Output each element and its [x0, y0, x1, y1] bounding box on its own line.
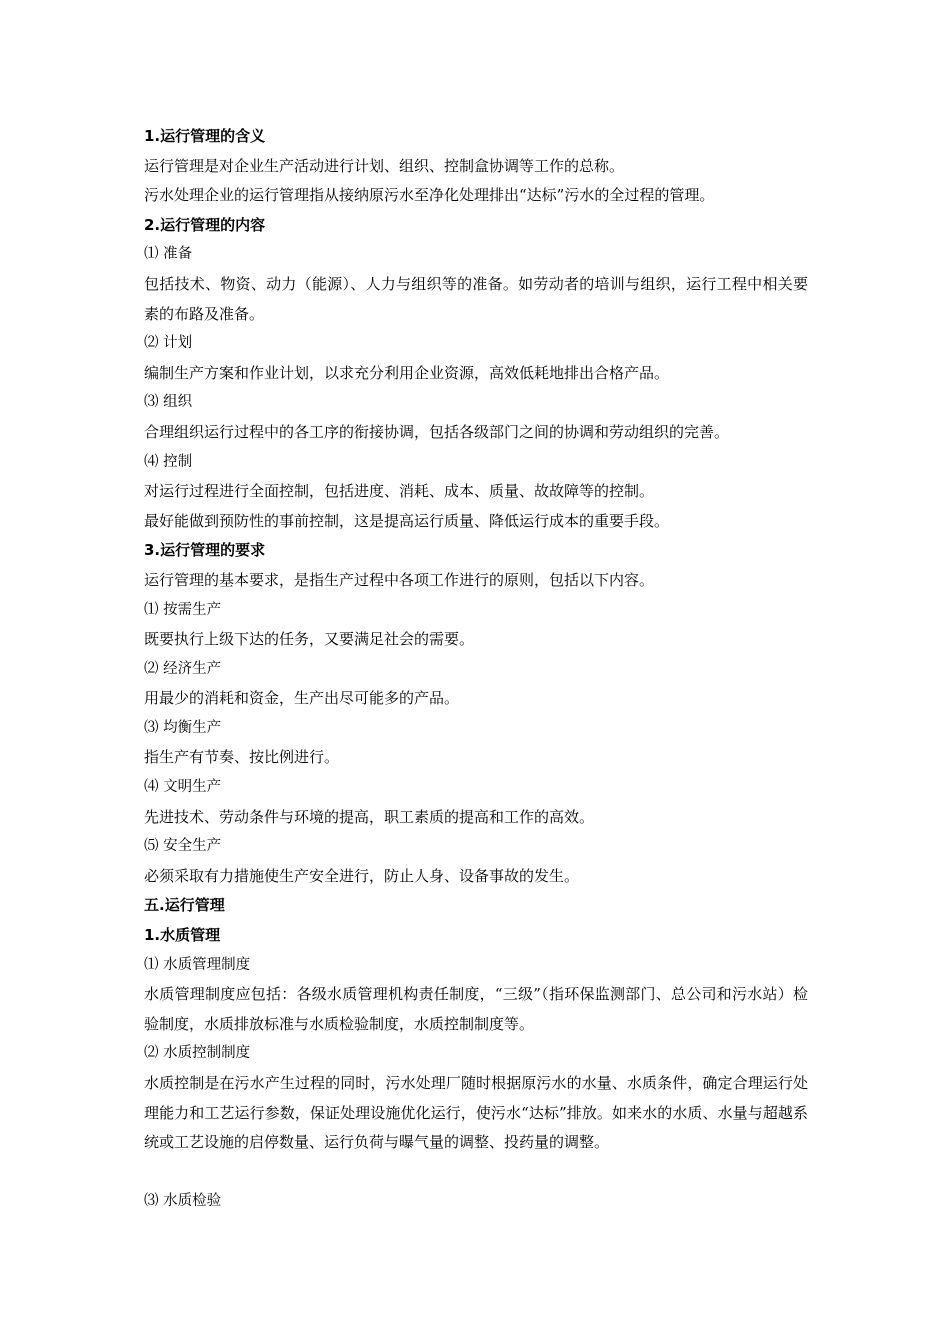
subheading-safety: ⑸ 安全生产	[144, 838, 222, 855]
paragraph: 既要执行上级下达的任务，又要满足社会的需要。	[144, 630, 475, 649]
paragraph: 运行管理是对企业生产活动进行计划、组织、控制盒协调等工作的总称。	[144, 156, 625, 175]
heading-requirements: 3.运行管理的要求	[144, 541, 266, 560]
paragraph: 最好能做到预防性的事前控制，这是提高运行质量、降低运行成本的重要手段。	[144, 511, 670, 530]
subheading-civilized: ⑷ 文明生产	[144, 779, 222, 796]
subheading-control: ⑷ 控制	[144, 453, 193, 470]
paragraph: 包括技术、物资、动力（能源）、人力与组织等的准备。如劳动者的培训与组织，运行工程中相关要素的布路及准备。	[144, 274, 808, 323]
subheading-prepare: ⑴ 准备	[144, 246, 193, 263]
heading-meaning: 1.运行管理的含义	[144, 127, 266, 145]
subheading-on-demand: ⑴ 按需生产	[144, 601, 222, 618]
paragraph: 水质控制是在污水产生过程的同时，污水处理厂随时根据原污水的水量、水质条件，确定合理运行处理能力和工艺运行参数，保证处理设施优化运行，使污水“达标”排放。如来水的水质、水量与超越系统或工艺设施的启停数量、运行负荷与曝气量的调整、投药量的调整。	[144, 1074, 808, 1152]
paragraph: 对运行过程进行全面控制，包括进度、消耗、成本、质量、故故障等的控制。	[144, 482, 655, 501]
paragraph: 合理组织运行过程中的各工序的衔接协调，包括各级部门之间的协调和劳动组织的完善。	[144, 422, 730, 441]
paragraph: 水质管理制度应包括：各级水质管理机构责任制度，“三级”（指环保监测部门、总公司和污水站）检验制度，水质排放标准与水质检验制度，水质控制制度等。	[144, 985, 808, 1033]
paragraph: 用最少的消耗和资金，生产出尽可能多的产品。	[144, 689, 460, 708]
subheading-balanced: ⑶ 均衡生产	[144, 719, 222, 736]
paragraph: 污水处理企业的运行管理指从接纳原污水至净化处理排出“达标”污水的全过程的管理。	[144, 186, 715, 205]
paragraph: 运行管理的基本要求，是指生产过程中各项工作进行的原则，包括以下内容。	[144, 570, 655, 589]
paragraph: 先进技术、劳动条件与环境的提高，职工素质的提高和工作的高效。	[144, 807, 595, 826]
paragraph: 编制生产方案和作业计划，以求充分利用企业资源，高效低耗地排出合格产品。	[144, 363, 670, 382]
subheading-plan: ⑵ 计划	[144, 335, 193, 352]
heading-content: 2.运行管理的内容	[144, 215, 266, 234]
document-body	[144, 122, 808, 1217]
subheading-quality-control: ⑵ 水质控制制度	[144, 1045, 251, 1062]
paragraph: 指生产有节奏、按比例进行。	[144, 748, 340, 767]
heading-operation-management: 五.运行管理	[144, 896, 225, 915]
heading-water-quality: 1.水质管理	[144, 926, 221, 945]
subheading-quality-testing: ⑶ 水质检验	[144, 1193, 222, 1210]
subheading-quality-system: ⑴ 水质管理制度	[144, 956, 251, 973]
subheading-organize: ⑶ 组织	[144, 394, 193, 411]
subheading-economic: ⑵ 经济生产	[144, 660, 222, 677]
paragraph: 必须采取有力措施使生产安全进行，防止人身、设备事故的发生。	[144, 866, 580, 885]
